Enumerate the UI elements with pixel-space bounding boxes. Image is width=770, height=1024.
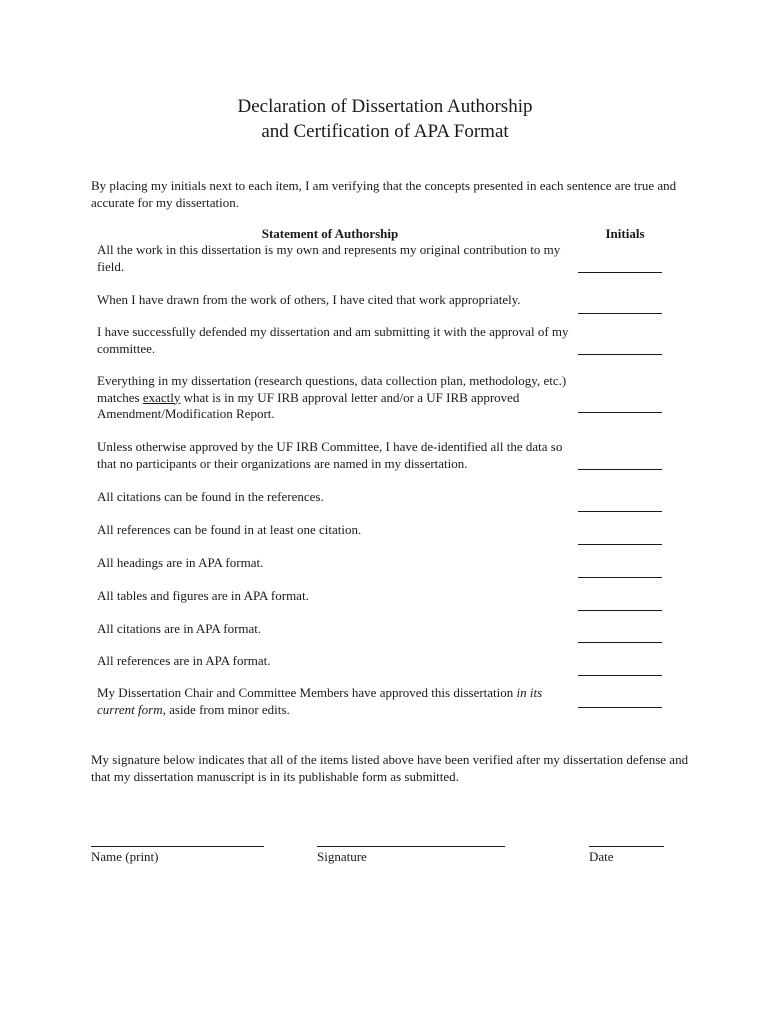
initials-blank-7[interactable] xyxy=(578,544,662,545)
statement-item-10: All citations are in APA format. xyxy=(97,621,262,636)
statement-item-6: All citations can be found in the references. xyxy=(97,489,324,504)
statement-item-3: I have successfully defended my dissertation and am submitting it with the approval of my committee. xyxy=(97,324,569,356)
statement-item-2: When I have drawn from the work of others, I have cited that work appropriately. xyxy=(97,292,521,307)
statement-item-4-pre: Everything in my dissertation (research questions, data collection plan, methodology, etc.) matches xyxy=(97,373,567,405)
initials-blank-9[interactable] xyxy=(578,610,662,611)
initials-blank-11[interactable] xyxy=(578,675,662,676)
date-label: Date xyxy=(589,849,614,864)
initials-blank-8[interactable] xyxy=(578,577,662,578)
statement-item-11: All references are in APA format. xyxy=(97,653,271,668)
name-print-label: Name (print) xyxy=(91,849,159,864)
initials-header: Initials xyxy=(605,226,645,241)
document-title xyxy=(0,94,770,144)
date-line[interactable] xyxy=(589,846,664,847)
initials-blank-3[interactable] xyxy=(578,354,662,355)
statement-item-9: All tables and figures are in APA format. xyxy=(97,588,309,603)
statement-item-12-pre: My Dissertation Chair and Committee Members have approved this dissertation xyxy=(97,685,517,700)
statement-item-8: All headings are in APA format. xyxy=(97,555,264,570)
statement-item-5: Unless otherwise approved by the UF IRB Committee, I have de-identified all the data so that no participants or their organizations are named in my dissertation. xyxy=(97,439,563,471)
intro-paragraph: By placing my initials next to each item, I am verifying that the concepts presented in each sentence are true and accurate for my dissertation. xyxy=(91,178,677,210)
signature-label: Signature xyxy=(317,849,367,864)
title-line-2: and Certification of APA Format xyxy=(261,121,509,142)
initials-blank-10[interactable] xyxy=(578,642,662,643)
statement-item-4 xyxy=(97,373,569,423)
statement-item-1: All the work in this dissertation is my own and represents my original contribution to my field. xyxy=(97,242,561,274)
statement-item-12 xyxy=(97,685,569,718)
statement-header: Statement of Authorship xyxy=(261,226,399,241)
initials-blank-1[interactable] xyxy=(578,272,662,273)
initials-blank-5[interactable] xyxy=(578,469,662,470)
statement-item-12-post: , aside from minor edits. xyxy=(162,701,290,717)
statement-item-4-emphasis: exactly xyxy=(142,389,181,405)
statement-item-4-post: what is in my UF IRB approval letter and/or a UF IRB approved Amendment/Modification Report. xyxy=(97,389,520,421)
closing-paragraph: My signature below indicates that all of the items listed above have been verified after my dissertation defense and that my dissertation manuscript is in its publishable form as submitted. xyxy=(91,752,689,784)
initials-blank-4[interactable] xyxy=(578,412,662,413)
signature-line[interactable] xyxy=(317,846,505,847)
initials-blank-6[interactable] xyxy=(578,511,662,512)
initials-blank-12[interactable] xyxy=(578,707,662,708)
statement-item-12-emphasis: in its current form xyxy=(97,685,543,717)
statement-item-7: All references can be found in at least one citation. xyxy=(97,522,362,537)
name-print-line[interactable] xyxy=(91,846,264,847)
title-line-1: Declaration of Dissertation Authorship xyxy=(237,96,533,117)
initials-blank-2[interactable] xyxy=(578,313,662,314)
